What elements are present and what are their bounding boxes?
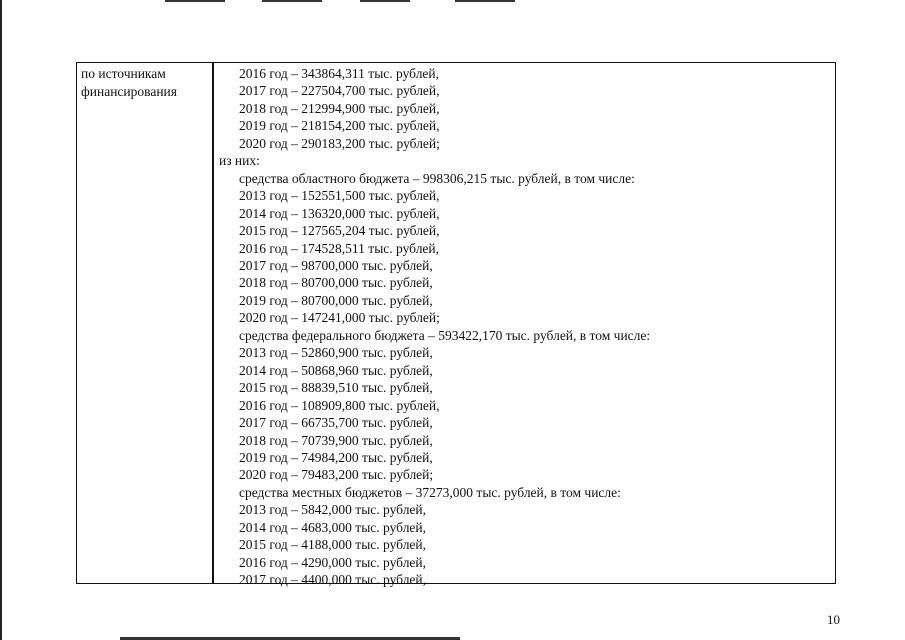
year-amount-line: 2016 год – 108909,800 тыс. рублей, xyxy=(239,397,440,413)
column-divider xyxy=(212,63,214,583)
year-amount-line: 2013 год – 52860,900 тыс. рублей, xyxy=(239,345,433,361)
year-amount-line: 2018 год – 212994,900 тыс. рублей, xyxy=(239,100,440,116)
year-amount-line: 2013 год – 5842,000 тыс. рублей, xyxy=(239,502,427,518)
year-amount-line: 2016 год – 343864,311 тыс. рублей, xyxy=(239,66,440,81)
year-amount-line: 2014 год – 4683,000 тыс. рублей, xyxy=(239,519,427,535)
scan-edge xyxy=(0,0,2,640)
year-amount-line: 2015 год – 4188,000 тыс. рублей, xyxy=(239,537,427,553)
year-amount-line: 2017 год – 98700,000 тыс. рублей, xyxy=(239,257,433,273)
label-cell xyxy=(81,65,207,101)
scan-artifact xyxy=(360,0,410,2)
year-amount-line: 2015 год – 127565,204 тыс. рублей, xyxy=(239,223,440,239)
label-line: по источникам xyxy=(81,66,166,81)
year-amount-line: 2016 год – 4290,000 тыс. рублей, xyxy=(239,554,427,570)
year-amount-line: 2014 год – 50868,960 тыс. рублей, xyxy=(239,362,433,378)
scan-artifact xyxy=(165,0,225,2)
section-line: из них: xyxy=(219,153,260,169)
year-amount-line: 2017 год – 4400,000 тыс. рублей, xyxy=(239,572,427,588)
budget-source-line: средства областного бюджета – 998306,215 тыс. рублей, в том числе: xyxy=(239,170,635,186)
budget-source-line: средства федерального бюджета – 593422,170 тыс. рублей, в том числе: xyxy=(239,327,651,343)
year-amount-line: 2018 год – 70739,900 тыс. рублей, xyxy=(239,432,433,448)
year-amount-line: 2014 год – 136320,000 тыс. рублей, xyxy=(239,205,440,221)
label-line: финансирования xyxy=(81,84,177,99)
year-amount-line: 2017 год – 227504,700 тыс. рублей, xyxy=(239,83,440,99)
year-amount-line: 2017 год – 66735,700 тыс. рублей, xyxy=(239,415,433,431)
year-amount-line: 2019 год – 218154,200 тыс. рублей, xyxy=(239,118,440,134)
year-amount-line: 2016 год – 174528,511 тыс. рублей, xyxy=(239,240,440,256)
page-number: 10 xyxy=(827,612,840,627)
year-amount-line: 2019 год – 80700,000 тыс. рублей, xyxy=(239,292,433,308)
scan-artifact xyxy=(455,0,515,2)
year-amount-line: 2018 год – 80700,000 тыс. рублей, xyxy=(239,275,433,291)
year-amount-line: 2020 год – 290183,200 тыс. рублей; xyxy=(239,135,440,151)
year-amount-line: 2019 год – 74984,200 тыс. рублей, xyxy=(239,449,433,465)
value-cell xyxy=(217,65,831,589)
scan-artifact xyxy=(262,0,322,2)
budget-source-line: средства местных бюджетов – 37273,000 тыс. рублей, в том числе: xyxy=(239,484,621,500)
year-amount-line: 2015 год – 88839,510 тыс. рублей, xyxy=(239,380,433,396)
year-amount-line: 2020 год – 147241,000 тыс. рублей; xyxy=(239,310,440,326)
year-amount-line: 2020 год – 79483,200 тыс. рублей; xyxy=(239,467,434,483)
financing-table xyxy=(76,62,836,588)
year-amount-line: 2013 год – 152551,500 тыс. рублей, xyxy=(239,188,440,204)
